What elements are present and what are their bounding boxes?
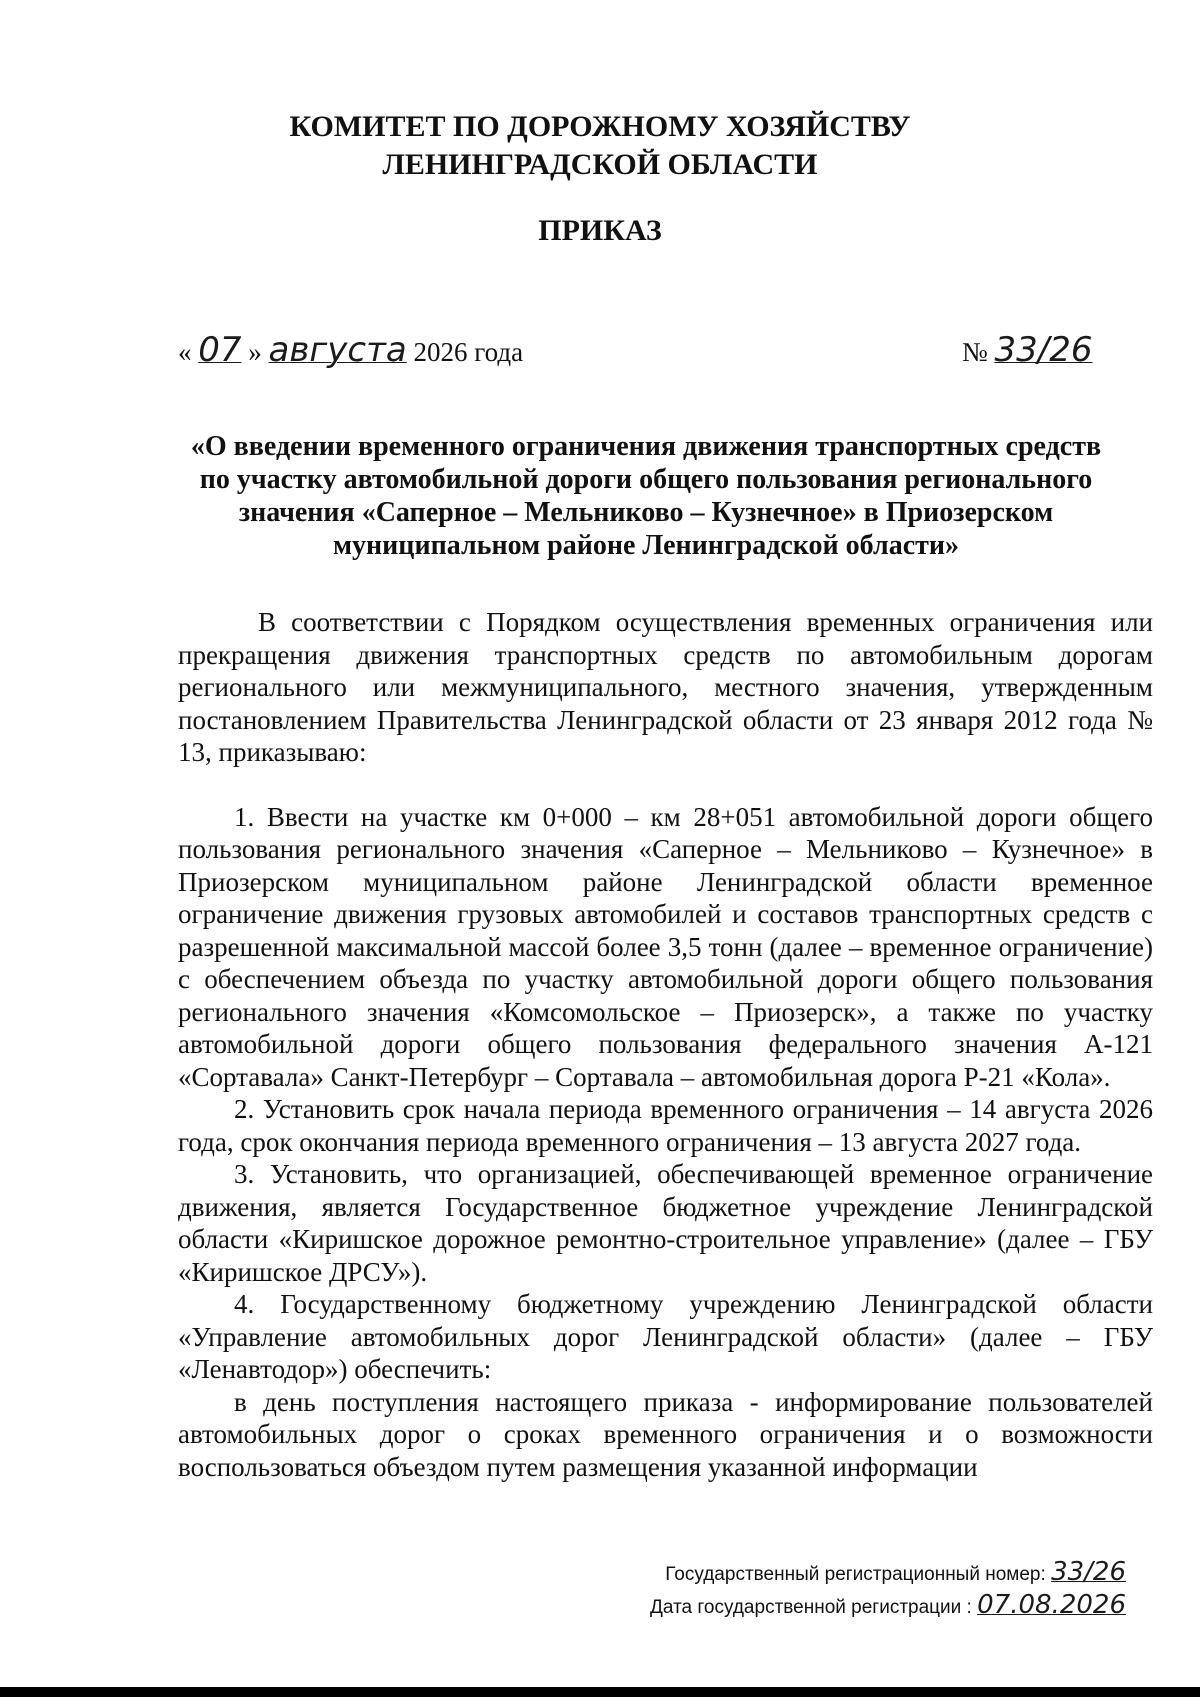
order-title <box>170 430 1122 562</box>
number-label: № <box>962 337 988 367</box>
paragraph-spacer <box>178 769 1153 801</box>
scan-bottom-edge <box>0 1687 1200 1697</box>
date-month-handwritten: августа <box>268 330 407 370</box>
org-name-line1: КОМИТЕТ ПО ДОРОЖНОМУ ХОЗЯЙСТВУ <box>289 110 911 143</box>
registration-date-label: Дата государственной регистрации : <box>650 1597 972 1618</box>
title-line: по участку автомобильной дороги общего пользования регионального <box>199 464 1093 495</box>
title-line: «О введении временного ограничения движения транспортных средств <box>190 431 1102 462</box>
registration-stamp <box>566 1557 1126 1623</box>
registration-number-label: Государственный регистрационный номер: <box>665 1564 1046 1585</box>
document-type: ПРИКАЗ <box>538 214 662 247</box>
order-number <box>962 330 1093 370</box>
document-header <box>0 108 1200 248</box>
item-2-paragraph: 2. Установить срок начала периода временного ограничения – 14 августа 2026 года, срок окончания периода временного ограничения – 13 августа 2027 года. <box>178 1094 1153 1157</box>
number-value-handwritten: 33/26 <box>994 330 1093 370</box>
date-close-quote: » <box>248 337 262 367</box>
registration-number-row <box>566 1557 1126 1590</box>
date-open-quote: « <box>178 337 192 367</box>
registration-number-handwritten: 33/26 <box>1051 1557 1126 1587</box>
item-4-paragraph: 4. Государственному бюджетному учреждению Ленинградской области «Управление автомобильных дорог Ленинградской области» (далее – ГБУ «Ленавтодор») обеспечить: <box>178 1289 1153 1384</box>
title-line: значения «Саперное – Мельниково – Кузнечное» в Приозерском <box>238 497 1054 528</box>
item-3-paragraph: 3. Установить, что организацией, обеспечивающей временное ограничение движения, является Государственное бюджетное учреждение Ленинградской области «Киришское дорожное ремонтно-строительное управление» (далее – ГБУ «Киришское ДРСУ»). <box>178 1159 1153 1287</box>
preamble-paragraph: В соответствии с Порядком осуществления временных ограничения или прекращения движения транспортных средств по автомобильным дорогам регионального или межмуниципального, местного значения, утвержденным постановлением Правительства Ленинградской области от 23 января 2012 года № 13, приказываю: <box>178 607 1153 767</box>
item-1-paragraph: 1. Ввести на участке км 0+000 – км 28+051 автомобильной дороги общего пользования регионального значения «Саперное – Мельниково – Кузнечное» в Приозерском муниципальном районе Ленинградской области временное ограничение движения грузовых автомобилей и составов транспортных средств с разрешенной максимальной массой более 3,5 тонн (далее – временное ограничение) с обеспечением объезда по участку автомобильной дороги общего пользования регионального значения «Комсомольское – Приозерск», а также по участку автомобильной дороги общего пользования федерального значения А-121 «Сортавала» Санкт-Петербург – Сортавала – автомобильная дорога Р-21 «Кола». <box>178 801 1153 1092</box>
item-4-subparagraph: в день поступления настоящего приказа - информирование пользователей автомобильных дорог о сроках временного ограничения и о возможности воспользоваться объездом путем размещения указанной информации <box>178 1386 1153 1482</box>
date-year: 2026 года <box>413 337 524 367</box>
order-date <box>178 330 523 370</box>
org-name-line2: ЛЕНИНГРАДСКОЙ ОБЛАСТИ <box>382 148 818 181</box>
date-day-handwritten: 07 <box>198 330 242 370</box>
title-line: муниципальном районе Ленинградской области» <box>332 530 960 561</box>
registration-date-handwritten: 07.08.2026 <box>977 1590 1126 1620</box>
registration-date-row <box>566 1590 1126 1623</box>
order-body <box>178 606 1153 1483</box>
